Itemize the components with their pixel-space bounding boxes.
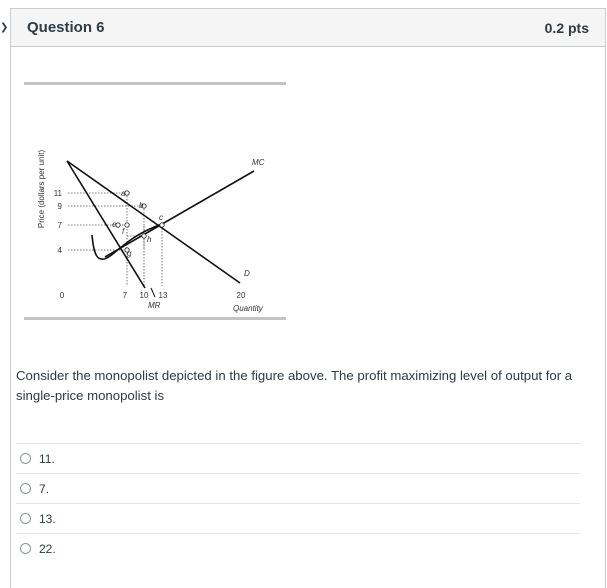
y-tick-9: 9 [57, 202, 62, 211]
answer-label: 22. [39, 541, 56, 556]
question-header [11, 9, 605, 47]
x-tick-20: 20 [236, 291, 246, 300]
y-tick-4: 4 [57, 246, 62, 255]
mr-curve [67, 161, 145, 288]
answer-option[interactable] [16, 443, 580, 473]
x-tick-13: 13 [158, 291, 168, 300]
demand-label: D [244, 269, 250, 278]
x-tick-0: 0 [59, 291, 65, 300]
figure-bottom-rule [24, 317, 286, 320]
y-tick-7: 7 [57, 221, 62, 230]
demand-curve [67, 161, 240, 283]
radio-button[interactable] [20, 483, 31, 494]
answer-label: 11. [39, 451, 55, 466]
x-axis-label: Quantity [233, 304, 263, 313]
radio-button[interactable] [20, 543, 31, 554]
question-title: Question 6 [27, 19, 105, 36]
mr-label-tick [151, 288, 155, 297]
answer-option[interactable] [16, 473, 580, 503]
monopoly-graph [24, 72, 298, 320]
mr-label: MR [148, 301, 161, 310]
answer-option[interactable] [16, 503, 580, 533]
answer-list [16, 443, 580, 563]
point-g-label: g [127, 249, 132, 258]
y-tick-11: 11 [53, 189, 62, 198]
mc-label: MC [252, 158, 265, 167]
collapse-arrow-icon: ❯ [0, 22, 9, 33]
point-b-label: b [139, 201, 144, 210]
question-text: Consider the monopolist depicted in the figure above. The profit maximizing level of output for a single-price monopolist is [16, 368, 573, 403]
point-h-label: h [147, 235, 152, 244]
y-axis-label: Price (dollars per unit) [37, 149, 46, 229]
point-c-label: c [159, 213, 163, 222]
x-tick-10: 10 [139, 291, 149, 300]
point-f-label: f [122, 227, 125, 236]
question-points: 0.2 pts [544, 19, 589, 36]
answer-label: 7. [39, 481, 50, 496]
radio-button[interactable] [20, 453, 31, 464]
point-a-label: a [121, 189, 126, 198]
monopoly-figure [24, 72, 298, 320]
answer-label: 13. [39, 511, 56, 526]
point-e-label: e [112, 220, 117, 229]
radio-button[interactable] [20, 513, 31, 524]
answer-option[interactable] [16, 533, 580, 563]
x-tick-7: 7 [122, 291, 128, 300]
